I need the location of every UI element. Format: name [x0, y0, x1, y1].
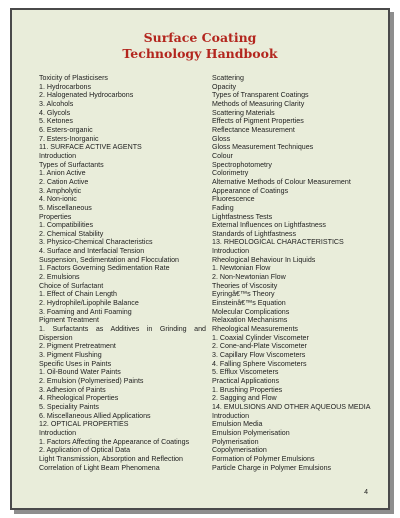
toc-entry: Spectrophotometry [212, 160, 272, 169]
toc-entry: 5. Speciality Paints [39, 402, 99, 411]
toc-entry: 11. SURFACE ACTIVE AGENTS [39, 143, 142, 152]
toc-entry: Gloss Measurement Techniques [212, 143, 314, 152]
toc-entry: 4. Surface and Interfacial Tension [39, 247, 145, 256]
toc-entry: 3. Alcohols [39, 99, 74, 108]
toc-entry: 1. Brushing Properties [212, 385, 283, 394]
toc-entry: 1. Surfactants as Additives in Grinding and [39, 325, 206, 334]
toc-entry: Fading [212, 203, 234, 212]
toc-left-column [39, 74, 206, 472]
toc-entry: Relaxation Mechanisms [212, 316, 288, 325]
toc-entry: 1. Hydrocarbons [39, 82, 92, 91]
toc-entry: Copolymerisation [212, 446, 267, 455]
toc-entry: 2. Pigment Pretreatment [39, 342, 116, 351]
toc-entry: 4. Non-ionic [39, 195, 77, 204]
page-number: 4 [364, 489, 368, 496]
toc-entry: Practical Applications [212, 376, 280, 385]
toc-entry: Polymerisation [212, 437, 259, 446]
toc-entry: 2. Cation Active [39, 177, 89, 186]
toc-entry: 1. Oil-Bound Water Paints [39, 368, 121, 377]
toc-entry: 2. Chemical Stability [39, 229, 104, 238]
toc-entry: Introduction [39, 151, 77, 160]
toc-entry: Scattering [212, 74, 244, 82]
toc-entry: 3. Pigment Flushing [39, 351, 102, 359]
toc-entry: 1. Compatibilities [39, 221, 94, 230]
toc-right-column [212, 74, 372, 472]
toc-entry: Rheological Behaviour In Liquids [212, 255, 316, 264]
toc-entry: 2. Non-Newtonian Flow [212, 273, 286, 282]
toc-entry: Methods of Measuring Clarity [212, 99, 305, 108]
title-line-1: Surface Coating [143, 30, 257, 45]
toc-entry: Introduction [212, 411, 250, 420]
toc-entry: 1. Factors Affecting the Appearance of Coatings [39, 437, 190, 446]
toc-entry: Gloss [212, 134, 231, 143]
toc-entry: Alternative Methods of Colour Measurement [212, 177, 351, 186]
toc-entry: Light Transmission, Absorption and Reflection [39, 454, 183, 463]
toc-entry: Reflectance Measurement [212, 125, 295, 134]
toc-entry: 4. Glycols [39, 108, 71, 117]
toc-entry: External Influences on Lightfastness [212, 221, 326, 230]
toc-entry: 3. Adhesion of Paints [39, 385, 106, 394]
toc-entry: Introduction [212, 247, 250, 256]
toc-entry: Choice of Surfactant [39, 281, 104, 290]
toc-entry: 1. Effect of Chain Length [39, 290, 117, 299]
toc-entry: Einsteinâ€™s Equation [212, 299, 286, 308]
toc-entry: Correlation of Light Beam Phenomena [39, 463, 160, 472]
toc-entry: Emulsion Polymerisation [212, 428, 290, 437]
page [10, 8, 390, 510]
toc-entry: Colorimetry [212, 169, 249, 178]
toc-entry: 1. Newtonian Flow [212, 264, 271, 273]
toc-entry: 2. Halogenated Hydrocarbons [39, 91, 134, 100]
toc-entry: Effects of Pigment Properties [212, 117, 304, 126]
toc-entry: Introduction [39, 428, 77, 437]
toc-entry: Eyringâ€™s Theory [212, 290, 275, 299]
toc-entry: 1. Coaxial Cylinder Viscometer [212, 333, 309, 342]
toc-entry: 2. Cone-and-Plate Viscometer [212, 342, 307, 351]
toc-entry: 7. Esters-Inorganic [39, 134, 99, 143]
toc-entry: 3. Capillary Flow Viscometers [212, 351, 306, 359]
toc-entry: 2. Emulsions [39, 273, 80, 282]
toc-entry: Dispersion [39, 333, 73, 342]
toc-entry: Types of Transparent Coatings [212, 91, 309, 100]
toc-entry: Colour [212, 151, 233, 160]
toc-entry: 4. Falling Sphere Viscometers [212, 359, 307, 368]
toc-entry: 5. Miscellaneous [39, 203, 92, 212]
toc-entry: Toxicity of Plasticisers [39, 74, 108, 82]
title-line-2: Technology Handbook [122, 46, 278, 61]
toc-entry: 1. Factors Governing Sedimentation Rate [39, 264, 170, 273]
toc-entry: 2. Application of Optical Data [39, 446, 131, 455]
toc-entry: Formation of Polymer Emulsions [212, 454, 315, 463]
toc-entry: Scattering Materials [212, 108, 275, 117]
toc-entry: 5. Ketones [39, 117, 73, 126]
toc-entry: 3. Foaming and Anti Foaming [39, 307, 132, 316]
toc-entry: 6. Esters-organic [39, 125, 93, 134]
toc-entry: 4. Rheological Properties [39, 394, 119, 403]
toc-entry: 3. Physico-Chemical Characteristics [39, 238, 153, 247]
toc-entry: Pigment Treatment [39, 316, 99, 325]
toc-entry: 13. RHEOLOGICAL CHARACTERISTICS [212, 238, 344, 247]
toc-entry: 1. Anion Active [39, 169, 86, 178]
toc-entry: 2. Hydrophile/Lipophile Balance [39, 299, 139, 308]
toc-entry: 3. Ampholytic [39, 186, 82, 195]
toc-entry: 2. Emulsion (Polymerised) Paints [39, 376, 144, 385]
toc-entry: Emulsion Media [212, 420, 263, 429]
toc-entry: Appearance of Coatings [212, 186, 289, 195]
toc-entry: Molecular Complications [212, 307, 290, 316]
page-title [12, 30, 388, 62]
toc-entry: Fluorescence [212, 195, 255, 204]
toc-entry: Properties [39, 212, 72, 221]
toc-entry: 6. Miscellaneous Allied Applications [39, 411, 151, 420]
toc-entry: 12. OPTICAL PROPERTIES [39, 420, 129, 429]
toc-entry: Suspension, Sedimentation and Flocculation [39, 255, 179, 264]
toc-entry: Opacity [212, 82, 237, 91]
toc-entry: Theories of Viscosity [212, 281, 278, 290]
toc-entry: Rheological Measurements [212, 325, 298, 334]
toc-entry: 2. Sagging and Flow [212, 394, 277, 403]
toc-entry: Particle Charge in Polymer Emulsions [212, 463, 332, 472]
toc-entry: 14. EMULSIONS AND OTHER AQUEOUS MEDIA [212, 402, 371, 411]
toc-entry: Types of Surfactants [39, 160, 104, 169]
toc-entry: Lightfastness Tests [212, 212, 273, 221]
toc-entry: Standards of Lightfastness [212, 229, 296, 238]
toc-entry: Specific Uses in Paints [39, 359, 112, 368]
toc-entry: 5. Efflux Viscometers [212, 368, 279, 377]
